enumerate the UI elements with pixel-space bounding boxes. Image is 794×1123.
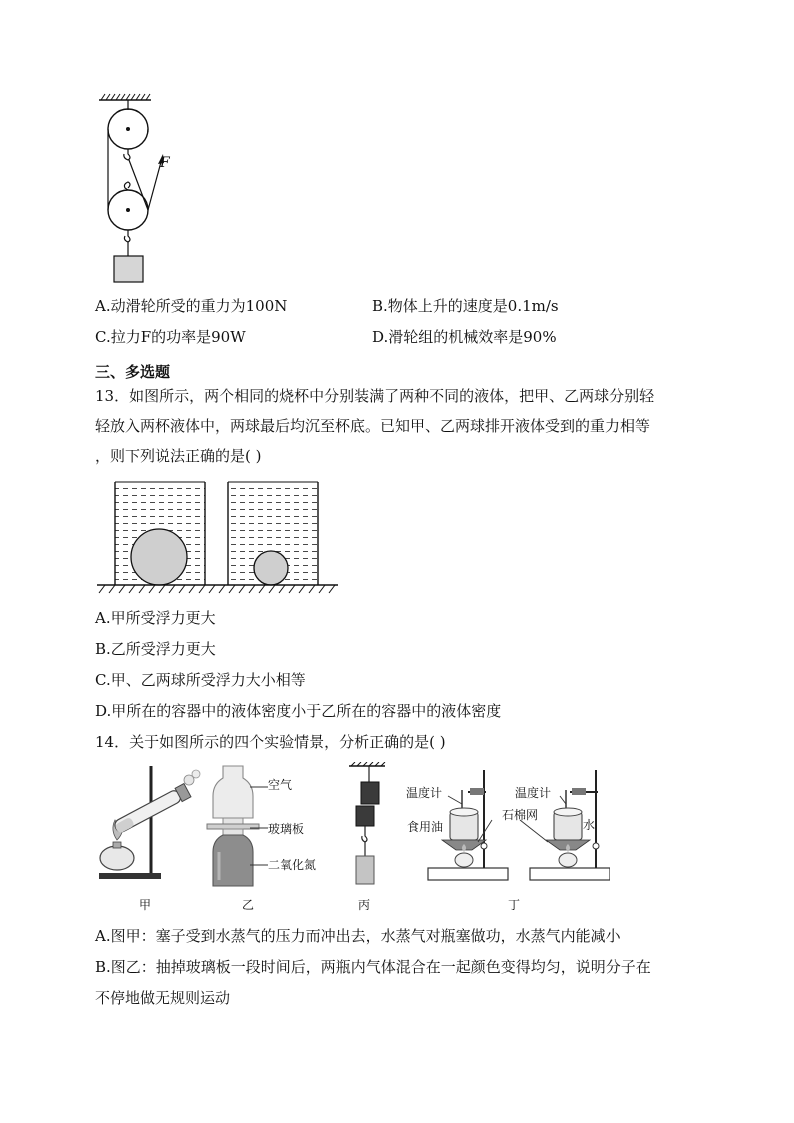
q13-option-d: D.甲所在的容器中的液体密度小于乙所在的容器中的液体密度	[95, 702, 502, 720]
q14-option-a: A.图甲：塞子受到水蒸气的压力而冲出去，水蒸气对瓶塞做功，水蒸气内能减小	[95, 927, 621, 945]
figure-jia-test-tube	[97, 760, 202, 885]
section-heading: 三、多选题	[95, 363, 171, 381]
q13-option-b: B.乙所受浮力更大	[95, 640, 216, 658]
q13-stem-line-2: 轻放入两杯液体中，两球最后均沉至杯底。已知甲、乙两球排开液体受到的重力相等	[95, 417, 651, 435]
label-glass-plate: 玻璃板	[268, 822, 305, 836]
q14-option-b-line-1: B.图乙：抽掉玻璃板一段时间后，两瓶内气体混合在一起颜色变得均匀，说明分子在	[95, 958, 651, 976]
force-label: F	[160, 155, 170, 171]
q13-stem-line-3: ，则下列说法正确的是( )	[95, 447, 262, 465]
label-yi: 乙	[242, 898, 255, 912]
label-bing: 丙	[358, 898, 371, 912]
label-water: 水	[583, 818, 596, 832]
q14-option-b-line-2: 不停地做无规则运动	[95, 989, 231, 1007]
q13-stem-line-1: 13．如图所示，两个相同的烧杯中分别装满了两种不同的液体，把甲、乙两球分别轻	[95, 387, 655, 405]
label-no2: 二氧化氮	[268, 858, 317, 872]
label-jia: 甲	[139, 898, 152, 912]
q14-stem: 14．关于如图所示的四个实验情景，分析正确的是( )	[95, 733, 446, 751]
yi-leader-lines	[250, 780, 270, 870]
label-air: 空气	[268, 778, 293, 792]
ball-jia	[131, 529, 187, 585]
label-oil: 食用油	[407, 820, 444, 834]
label-asbestos-net: 石棉网	[502, 808, 539, 822]
beakers-figure	[95, 478, 340, 596]
pulley-system-figure	[95, 92, 185, 287]
q12-option-b: B.物体上升的速度是0.1m/s	[372, 297, 559, 315]
q12-option-c: C.拉力F的功率是90W	[95, 328, 246, 346]
ball-yi	[254, 551, 288, 585]
label-thermometer-right: 温度计	[515, 786, 552, 800]
label-ding: 丁	[508, 898, 521, 912]
q13-option-a: A.甲所受浮力更大	[95, 609, 216, 627]
label-thermometer-left: 温度计	[406, 786, 443, 800]
q13-option-c: C.甲、乙两球所受浮力大小相等	[95, 671, 306, 689]
q12-option-d: D.滑轮组的机械效率是90%	[372, 328, 557, 346]
q12-option-a: A.动滑轮所受的重力为100N	[95, 297, 288, 315]
figure-bing-lead-blocks	[345, 762, 390, 892]
